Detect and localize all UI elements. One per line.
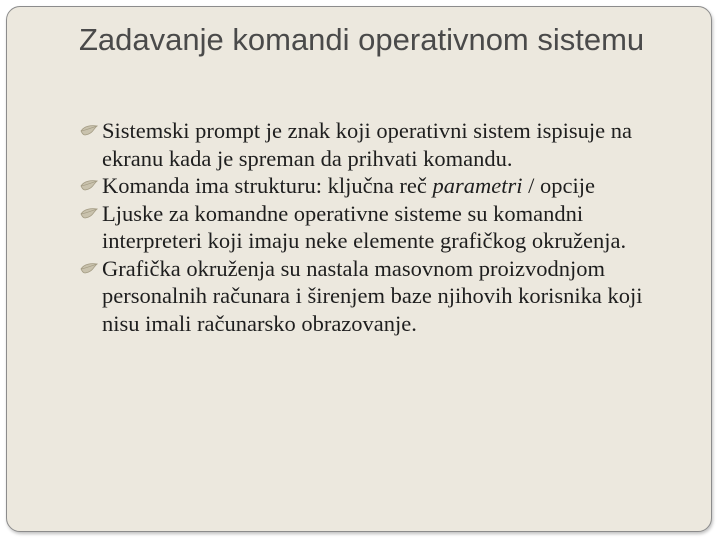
bullet-item: [78, 117, 682, 172]
bullet-text-end: / opcije: [522, 173, 596, 198]
leaf-bullet-icon: [80, 208, 98, 220]
bullet-text-italic: parametri: [432, 173, 523, 198]
bullet-text: Sistemski prompt je znak koji operativni sistem ispisuje na ekranu kada je spreman da prihvati komandu.: [102, 118, 632, 171]
leaf-bullet-icon: [80, 125, 98, 137]
leaf-bullet-icon: [80, 180, 98, 192]
bullet-text: Grafička okruženja su nastala masovnom proizvodnjom personalnih računara i širenjem baze njihovih korisnika koji nisu imali računarsko obrazovanje.: [102, 255, 643, 336]
leaf-bullet-icon: [80, 263, 98, 275]
bullet-text-start: Komanda ima strukturu: ključna reč: [102, 173, 433, 198]
bullet-item: [78, 172, 682, 200]
bullet-text: Ljuske za komandne operativne sisteme su komandni interpreteri koji imaju neke elemente grafičkog okruženja.: [102, 200, 627, 253]
bullet-item: [78, 200, 682, 255]
bullet-list: [78, 117, 682, 337]
slide-title: Zadavanje komandi operativnom sistemu: [79, 22, 645, 57]
bullet-item: [78, 255, 682, 338]
